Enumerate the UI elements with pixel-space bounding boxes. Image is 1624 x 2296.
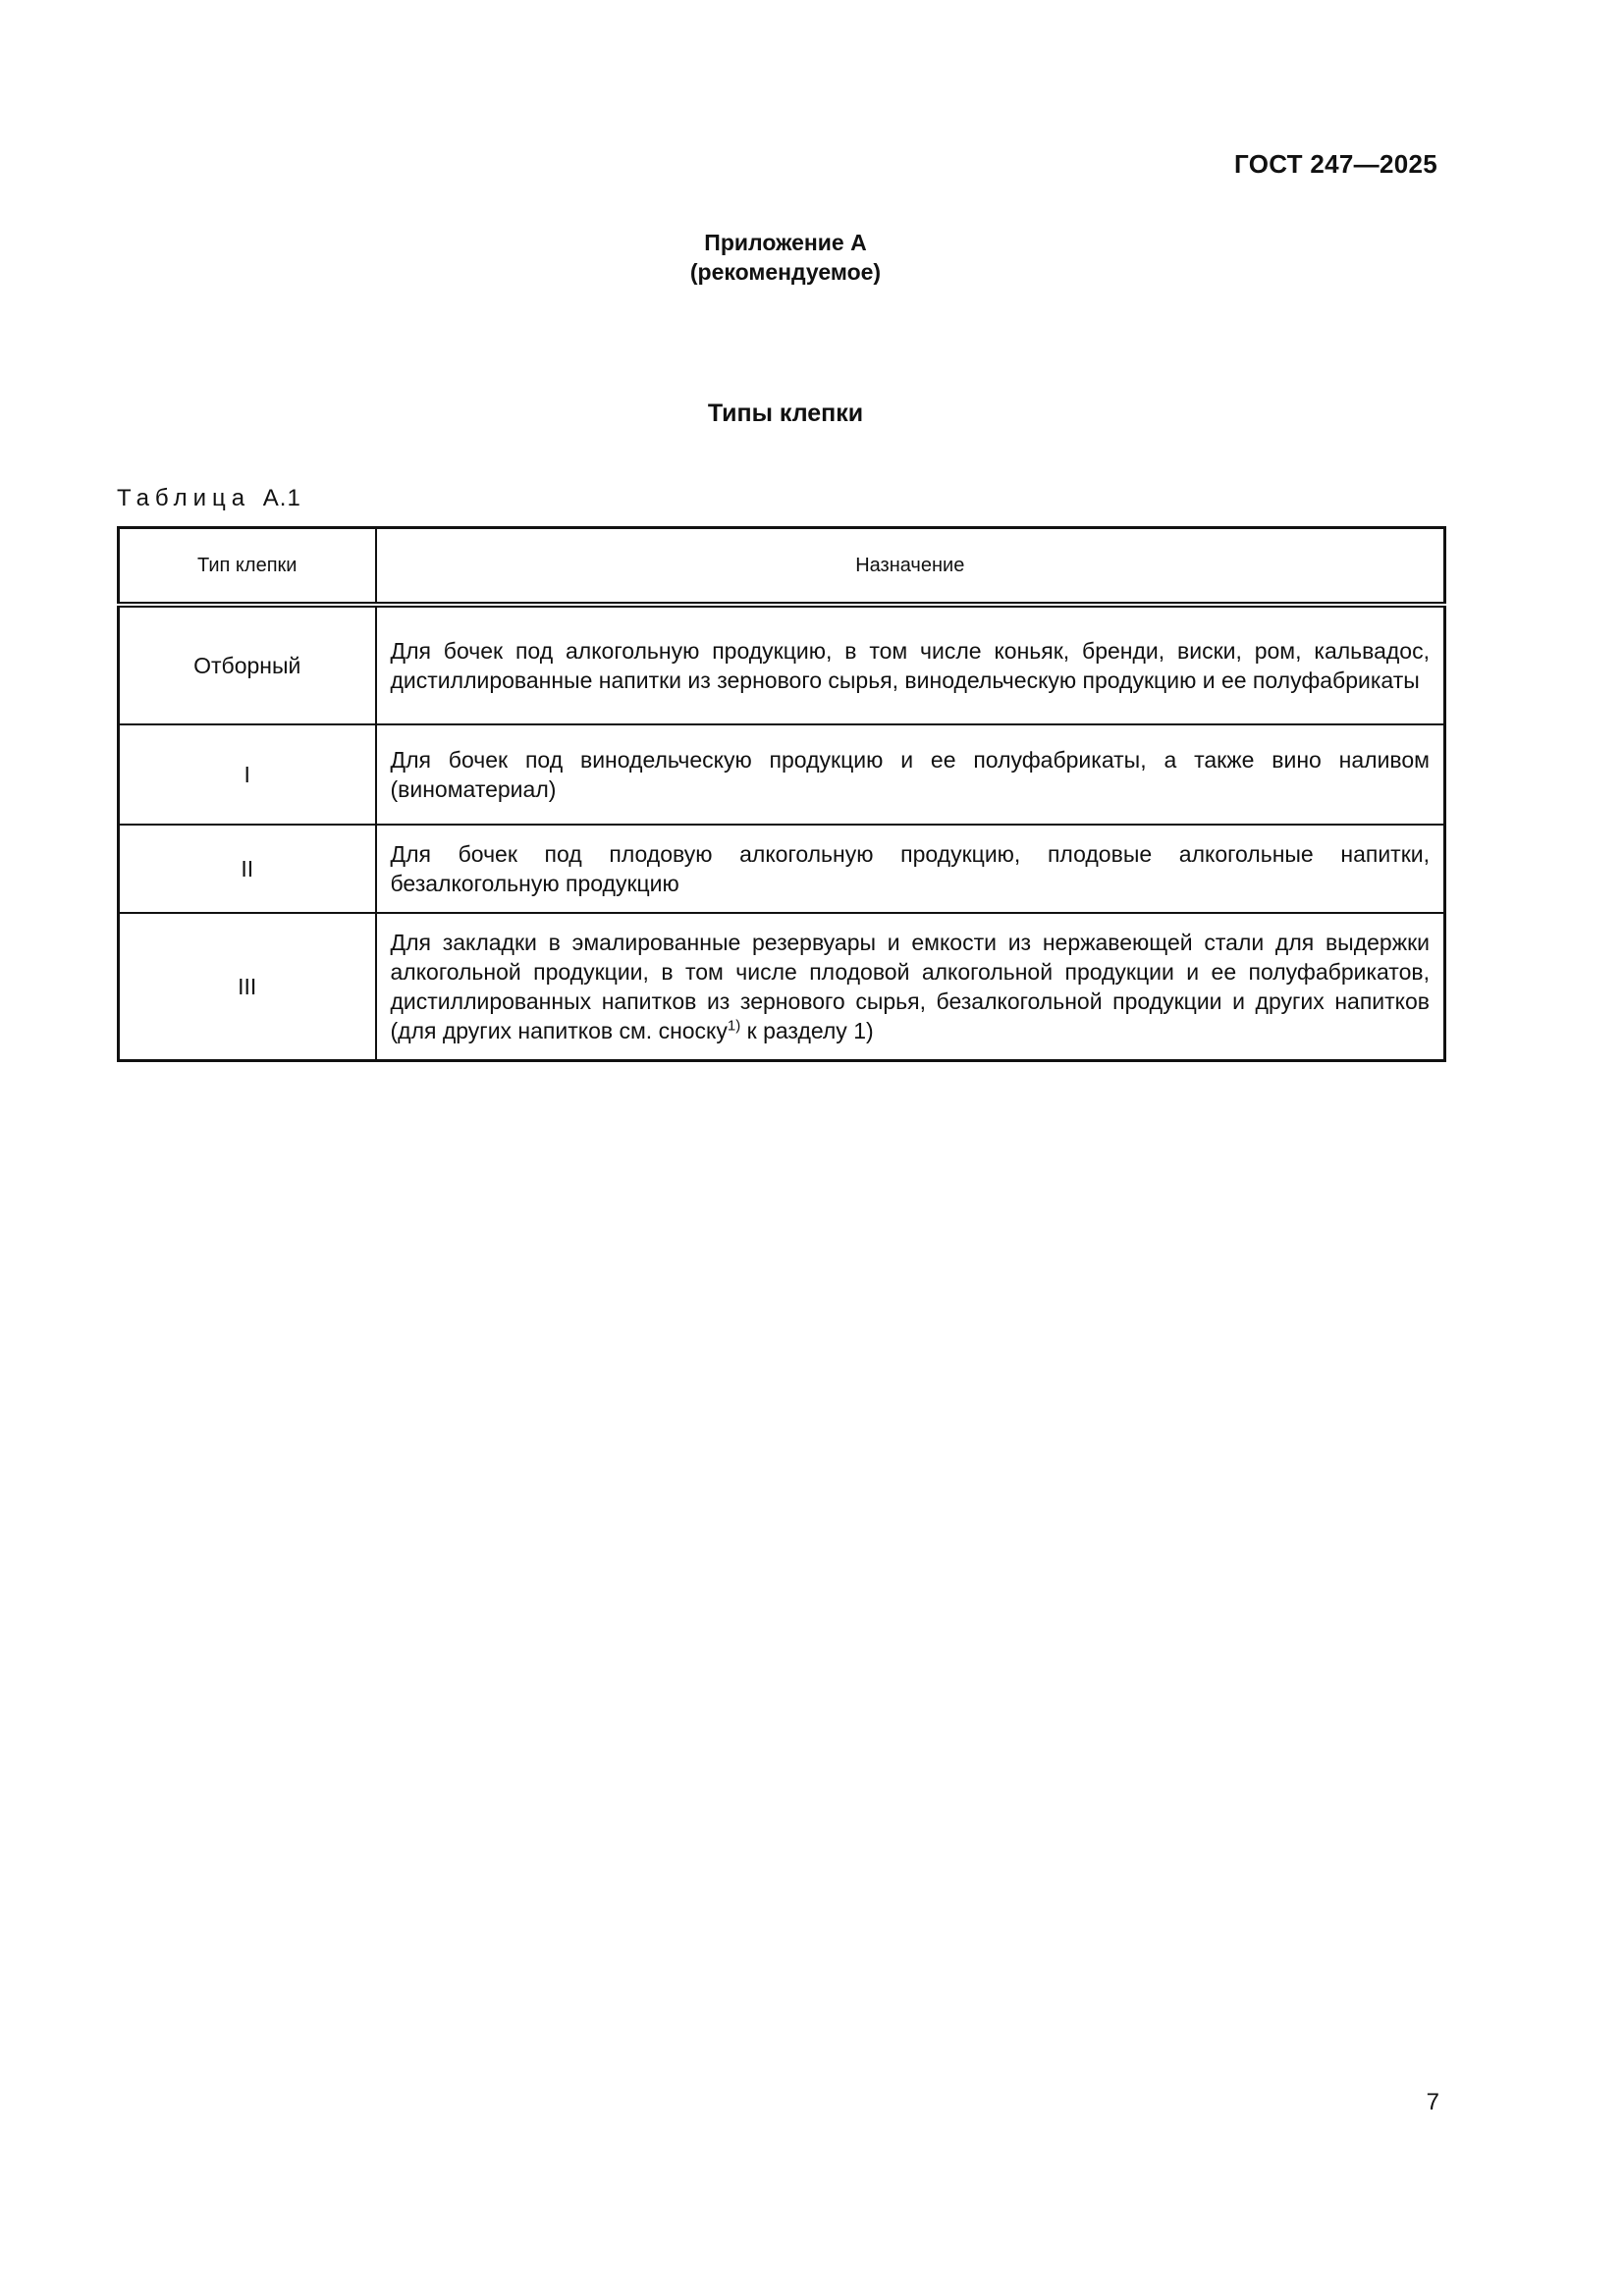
cell-purpose: Для бочек под алкогольную продукцию, в том числе коньяк, бренди, виски, ром, кальвадос, дистиллированные напитки из зернового сырья, винодельческую продукцию и ее полуфабрикаты — [376, 605, 1445, 724]
document-code: ГОСТ 247—2025 — [1234, 149, 1437, 179]
cell-type: II — [119, 825, 376, 913]
cell-type: I — [119, 724, 376, 825]
table-row — [119, 913, 1445, 1061]
cell-purpose-text: Для закладки в эмалированные резервуары и емкости из нержавеющей стали для выдержки алкогольной продукции, в том числе плодовой алкогольной продукции и ее полуфабрикатов, дистиллированных напитков из зернового сырья, безалкогольной продукции и других напитков (для других напитков см. сноску — [390, 930, 1430, 1043]
section-title: Типы клепки — [707, 400, 864, 427]
appendix-heading — [0, 228, 1571, 287]
table-header-row — [119, 528, 1445, 606]
table-row — [119, 724, 1445, 825]
cell-type: III — [119, 913, 376, 1061]
table-caption-number: А.1 — [262, 485, 301, 511]
cell-purpose — [376, 913, 1445, 1061]
cell-purpose: Для бочек под плодовую алкогольную продукцию, плодовые алкогольные напитки, безалкогольную продукцию — [376, 825, 1445, 913]
header-purpose: Назначение — [376, 528, 1445, 606]
stave-types-table — [117, 526, 1446, 1062]
appendix-status: (рекомендуемое) — [689, 259, 882, 285]
table-caption-word: Таблица — [117, 485, 251, 511]
appendix-title: Приложение А — [704, 230, 867, 255]
table-row — [119, 825, 1445, 913]
table-caption — [117, 485, 301, 512]
page-number: 7 — [1426, 2089, 1439, 2115]
cell-type: Отборный — [119, 605, 376, 724]
footnote-reference[interactable]: 1) — [727, 1017, 741, 1035]
cell-purpose: Для бочек под винодельческую продукцию и ее полуфабрикаты, а также вино наливом (виноматериал) — [376, 724, 1445, 825]
cell-purpose-text-tail: к разделу 1) — [740, 1018, 874, 1043]
header-type: Тип клепки — [119, 528, 376, 606]
table-row — [119, 605, 1445, 724]
